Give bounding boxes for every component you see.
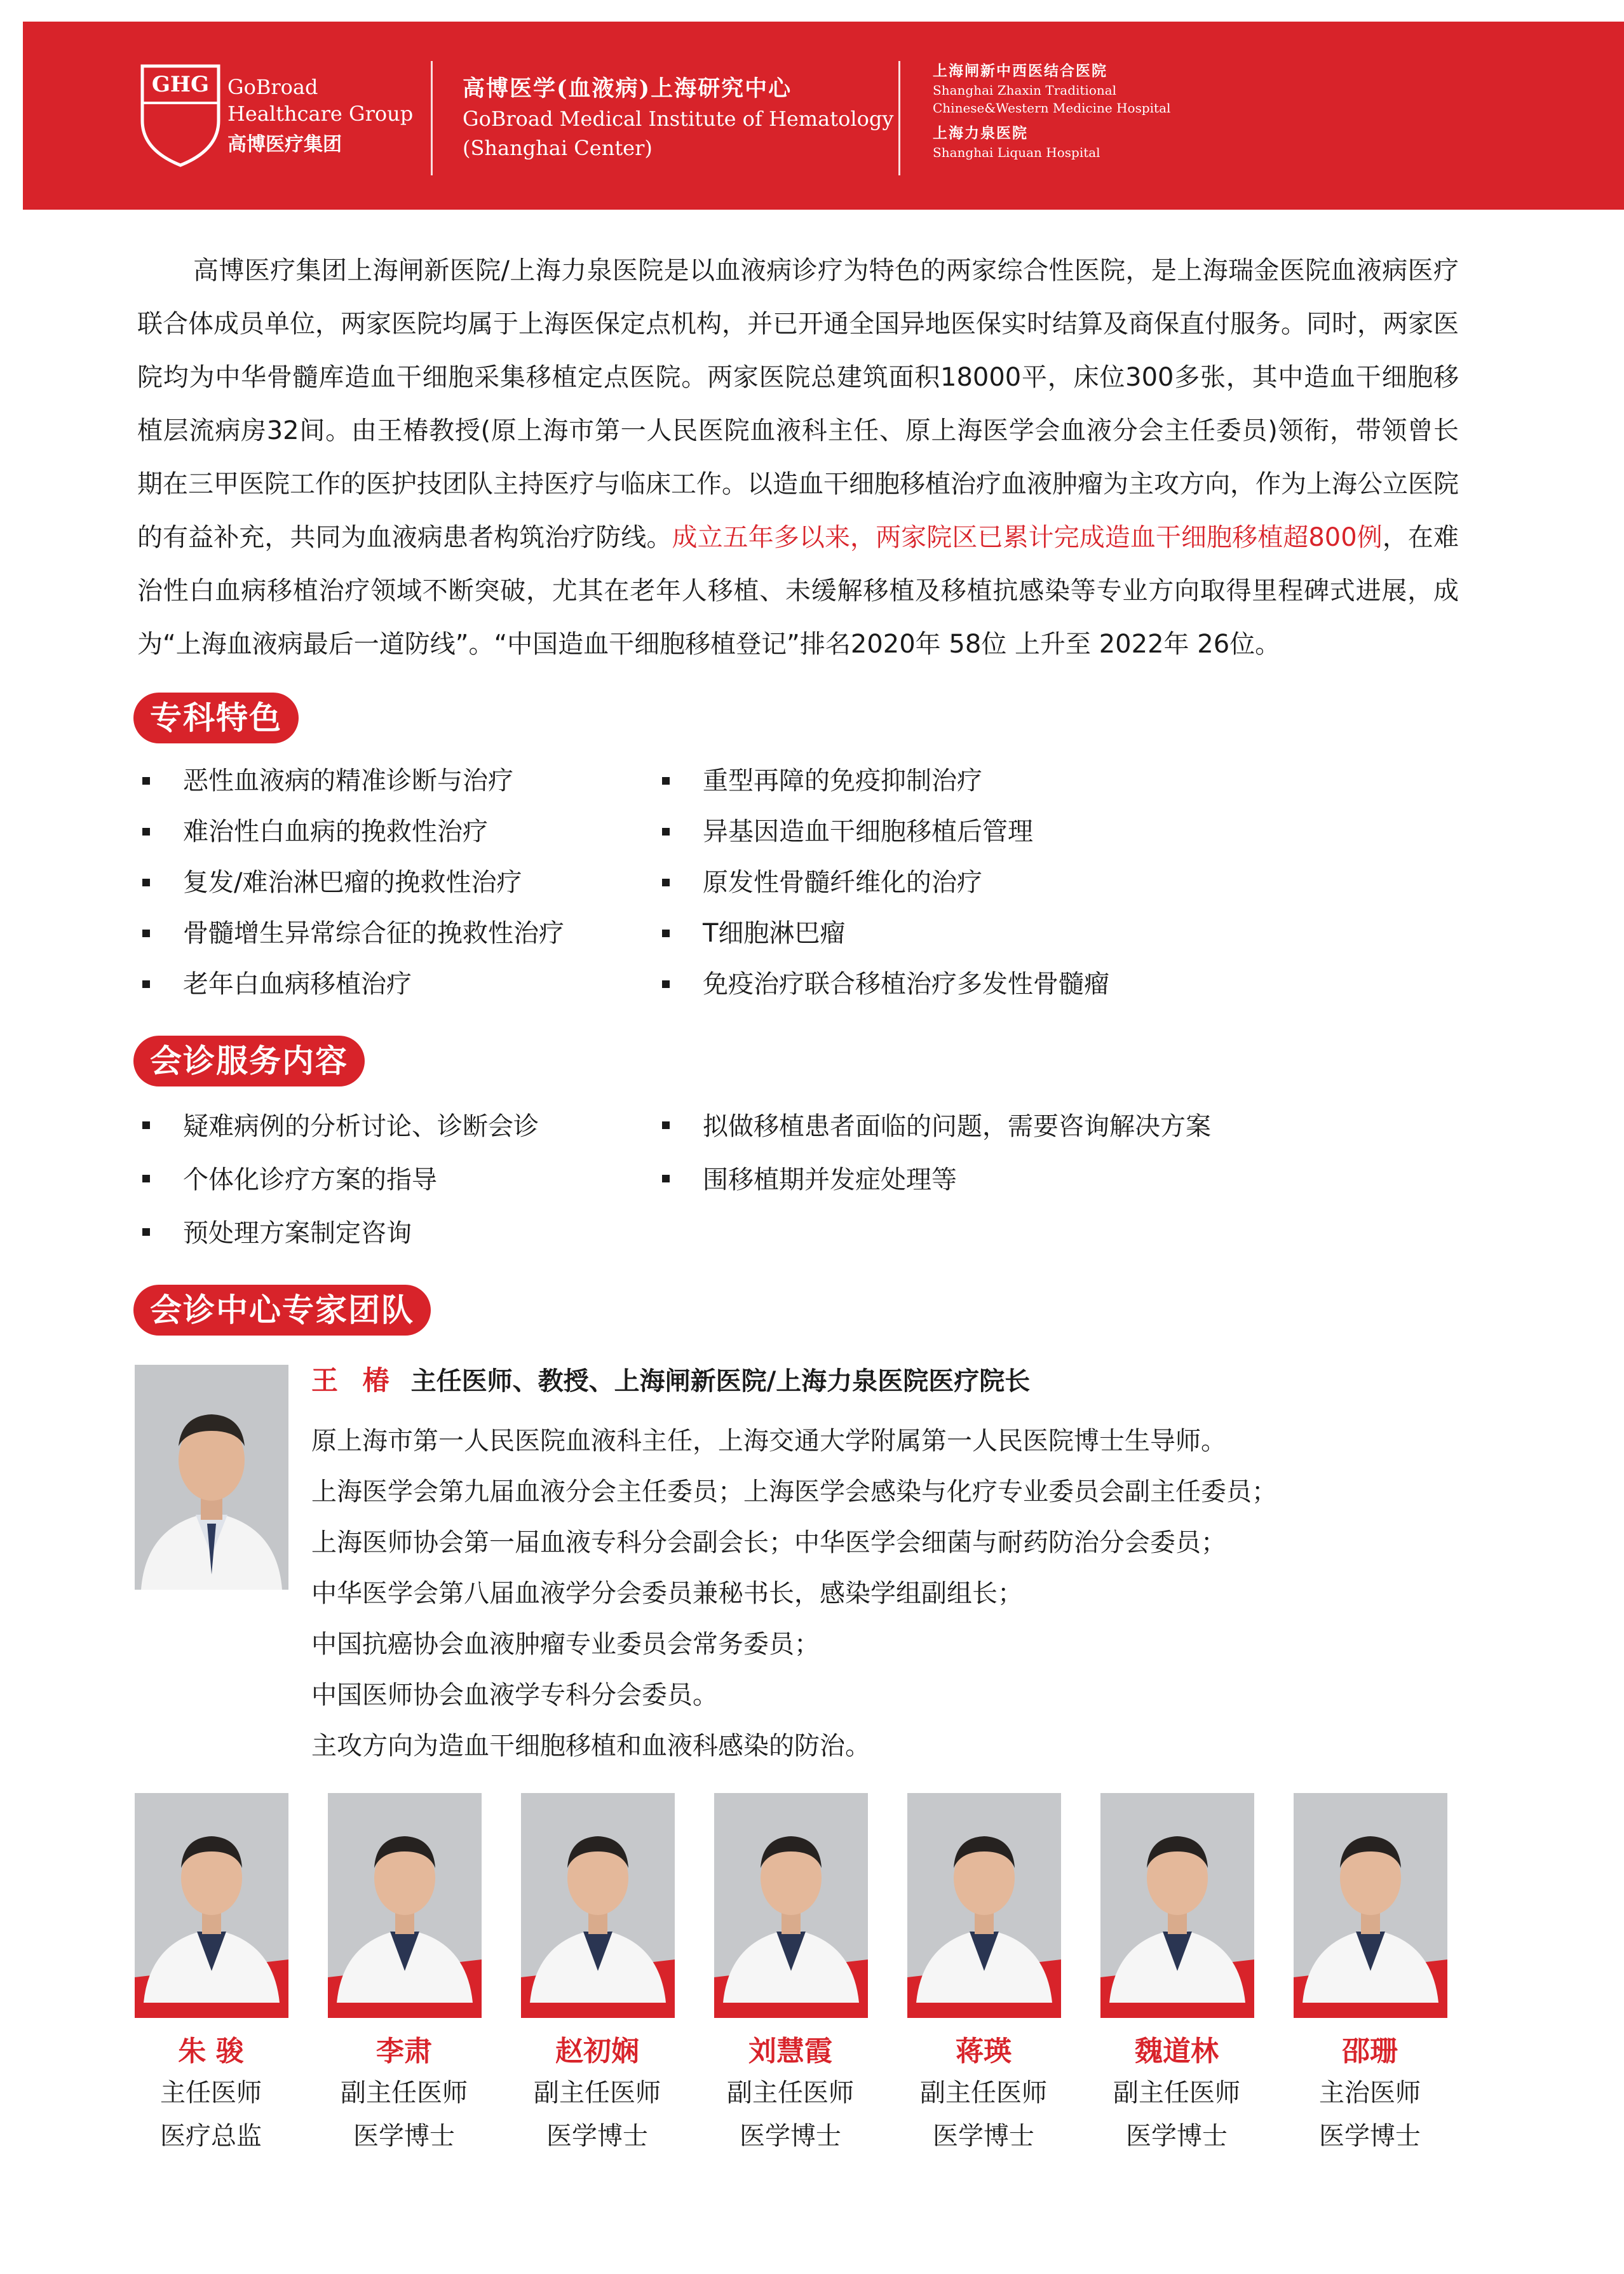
team-member-photo [135,1793,288,2018]
group-logo-text [227,74,413,156]
intro-paragraph [137,244,1459,671]
list-item: 老年白血病移植治疗 [139,959,634,1010]
team-member-subtitle: 医学博士 [933,2122,1034,2151]
team-member-photo [907,1793,1061,2018]
list-item: 免疫治疗联合移植治疗多发性骨髓瘤 [658,959,1357,1010]
team-member-role: 副主任医师 [727,2078,854,2108]
consult-list-right [658,1100,1421,1207]
team-member-name: 蒋瑛 [956,2035,1012,2068]
specialty-section-title: 专科特色 [133,693,299,743]
team-member-photo [1100,1793,1254,2018]
team-member-name: 邵珊 [1342,2035,1398,2068]
consult-list-left [139,1100,634,1260]
hospital2-name-cn: 上海力泉医院 [933,125,1028,142]
bio-line: 中华医学会第八届血液学分会委员兼秘书长，感染学组副组长； [311,1579,1023,1608]
group-name-en-1: GoBroad [227,75,318,99]
list-item: 骨髓增生异常综合征的挽救性治疗 [139,908,634,959]
lead-doctor-title: 主任医师、教授、上海闸新医院/上海力泉医院医疗院长 [410,1367,1031,1396]
intro-highlight: 成立五年多以来，两家院区已累计完成造血干细胞移植超800例 [672,523,1383,552]
list-item: 围移植期并发症处理等 [658,1153,1421,1207]
team-member-role: 主任医师 [160,2078,262,2108]
list-item: 拟做移植患者面临的问题，需要咨询解决方案 [658,1100,1421,1153]
header-divider-2 [898,61,900,175]
bio-line: 中国抗癌协会血液肿瘤专业委员会常务委员； [311,1630,820,1659]
list-item: 难治性白血病的挽救性治疗 [139,806,634,857]
header-divider-1 [431,61,433,175]
bio-line: 上海医师协会第一届血液专科分会副会长；中华医学会细菌与耐药防治分会委员； [311,1528,1226,1557]
institute-name-en-1: GoBroad Medical Institute of Hematology [463,107,894,131]
list-item: 恶性血液病的精准诊断与治疗 [139,755,634,806]
team-member-name: 赵初娴 [555,2035,639,2068]
team-member-subtitle: 医学博士 [1319,2122,1421,2151]
logo-mark-text: GHG [151,72,210,97]
team-member-name: 刘慧霞 [748,2035,832,2068]
team-member-subtitle: 医学博士 [353,2122,455,2151]
list-item: T细胞淋巴瘤 [658,908,1357,959]
hospital1-name-en-2: Chinese&Western Medicine Hospital [933,100,1171,116]
intro-text-1: 高博医疗集团上海闸新医院/上海力泉医院是以血液病诊疗为特色的两家综合性医院，是上海瑞金医院血液病医疗联合体成员单位，两家医院均属于上海医保定点机构，并已开通全国异地医保实时结算及商保直付服务。同时，两家医院均为中华骨髓库造血干细胞采集移植定点医院。两家医院总建筑面积18000平，床位300多张，其中造血干细胞移植层流病房32间。由王椿教授(原上海市第一人民医院血液科主任、原上海医学会血液分会主任委员)领衔，带领曾长期在三甲医院工作的医护技团队主持医疗与临床工作。以造血干细胞移植治疗血液肿瘤为主攻方向，作为上海公立医院的有益补充，共同为血液病患者构筑治疗防线。 [137,256,1459,552]
team-member-subtitle: 医学博士 [1126,2122,1228,2151]
bio-line: 上海医学会第九届血液分会主任委员；上海医学会感染与化疗专业委员会副主任委员； [311,1477,1277,1506]
team-member-role: 副主任医师 [534,2078,661,2108]
institute-name-cn: 高博医学(血液病)上海研究中心 [463,76,792,102]
list-item: 个体化诊疗方案的指导 [139,1153,634,1207]
team-member-role: 主治医师 [1319,2078,1421,2108]
list-item: 复发/难治淋巴瘤的挽救性治疗 [139,857,634,908]
list-item: 预处理方案制定咨询 [139,1207,634,1260]
hospital1-name-en-1: Shanghai Zhaxin Traditional [933,83,1117,98]
team-section-title: 会诊中心专家团队 [133,1285,431,1336]
team-member-photo [328,1793,482,2018]
team-member-subtitle: 医学博士 [546,2122,648,2151]
hospital-names [933,61,1170,161]
team-member-role: 副主任医师 [341,2078,468,2108]
lead-doctor-bio [311,1416,1277,1771]
list-item: 疑难病例的分析讨论、诊断会诊 [139,1100,634,1153]
specialty-list-left [139,755,634,1010]
hospital2-name-en: Shanghai Liquan Hospital [933,145,1100,160]
list-item: 原发性骨髓纤维化的治疗 [658,857,1357,908]
header-banner [23,22,1624,210]
team-member-photo [521,1793,675,2018]
bio-line: 中国医师协会血液学专科分会委员。 [311,1681,718,1710]
team-member-role: 副主任医师 [920,2078,1047,2108]
bio-line: 原上海市第一人民医院血液科主任，上海交通大学附属第一人民医院博士生导师。 [311,1426,1226,1456]
ghg-logo-shield [136,62,225,169]
list-item: 重型再障的免疫抑制治疗 [658,755,1357,806]
bio-line: 主攻方向为造血干细胞移植和血液科感染的防治。 [311,1731,870,1761]
team-member-name: 朱 骏 [178,2035,244,2068]
institute-title [463,71,893,161]
team-member-photo [1294,1793,1447,2018]
team-member-role: 副主任医师 [1113,2078,1240,2108]
institute-name-en-2: (Shanghai Center) [463,136,653,160]
lead-doctor-photo [135,1365,288,1590]
team-member-subtitle: 医疗总监 [160,2122,262,2151]
group-name-cn: 高博医疗集团 [227,133,342,156]
list-item: 异基因造血干细胞移植后管理 [658,806,1357,857]
intro-text-2: ，在难治性白血病移植治疗领域不断突破，尤其在老年人移植、未缓解移植及移植抗感染等专业方向取得里程碑式进展，成为“上海血液病最后一道防线”。“中国造血干细胞移植登记”排名2020年 58位 上升至 2022年 26位。 [137,523,1459,659]
consult-section-title: 会诊服务内容 [133,1036,365,1086]
lead-doctor-name: 王 椿 [311,1365,397,1396]
lead-doctor-heading [311,1360,1030,1398]
team-member-photo [714,1793,868,2018]
hospital1-name-cn: 上海闸新中西医结合医院 [933,62,1107,79]
group-name-en-2: Healthcare Group [227,102,414,126]
team-member-name: 魏道林 [1135,2035,1219,2068]
specialty-list-right [658,755,1357,1010]
team-member-subtitle: 医学博士 [740,2122,841,2151]
team-member-name: 李肃 [376,2035,432,2068]
